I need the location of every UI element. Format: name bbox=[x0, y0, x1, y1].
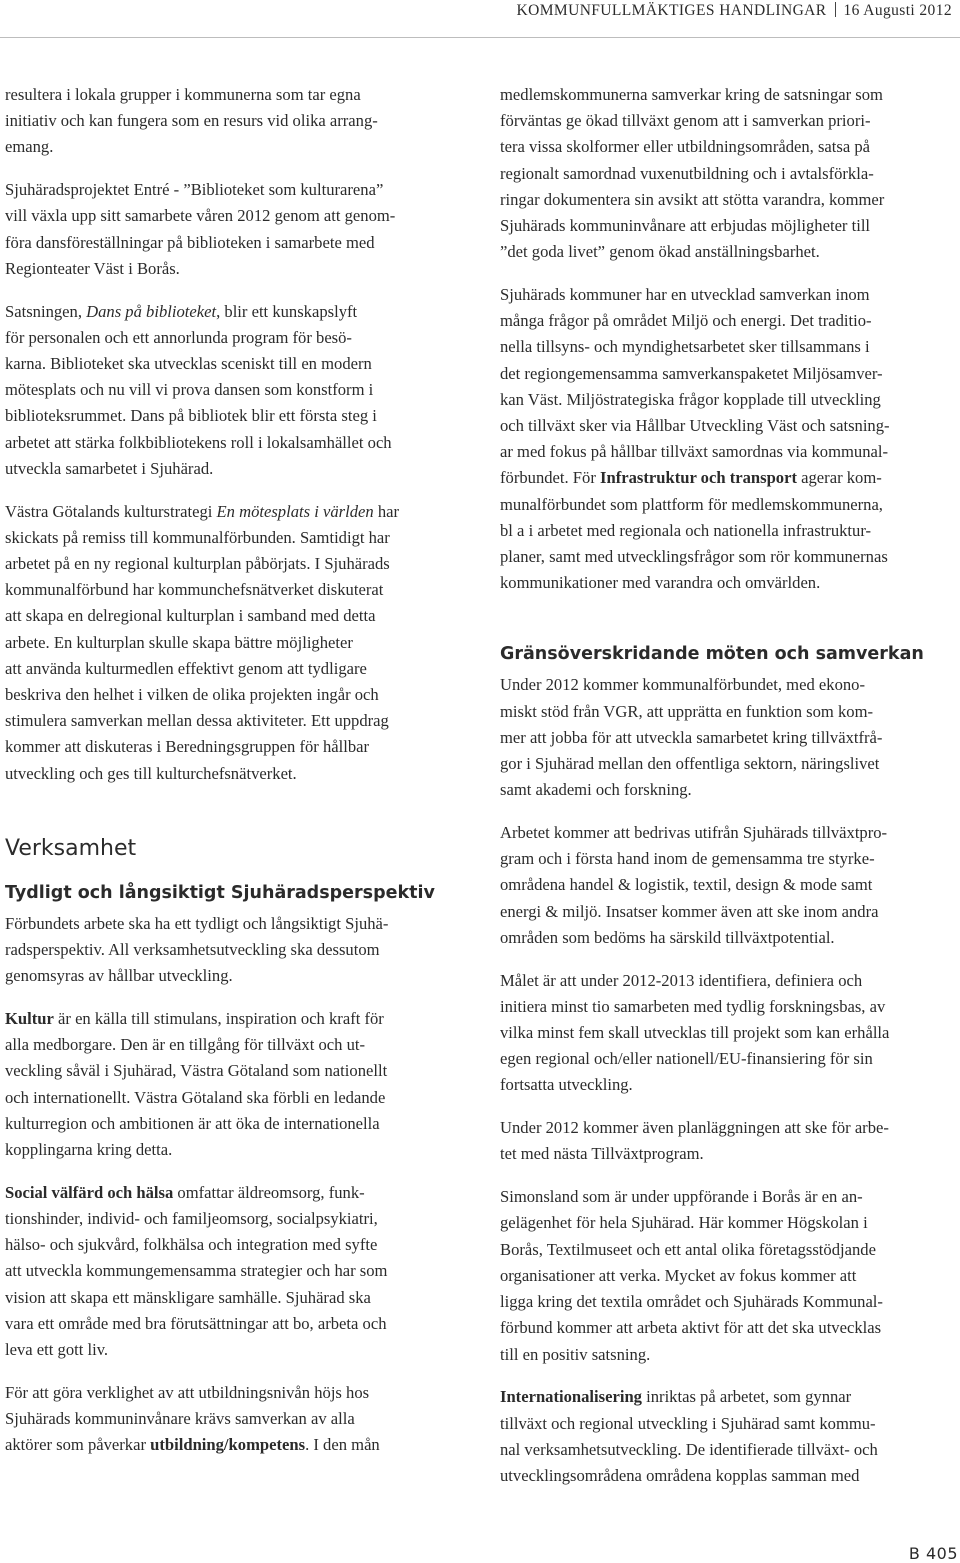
paragraph-line: miskt stöd från VGR, att upprätta en funktion som kom- bbox=[500, 701, 874, 721]
paragraph-line: Förbundets arbete ska ha ett tydligt och långsiktigt Sjuhä- bbox=[5, 913, 389, 933]
paragraph-line: Internationalisering inriktas på arbetet, som gynnar bbox=[500, 1387, 852, 1407]
paragraph-line: tera vissa skolformer eller utbildningsområden, satsa på bbox=[500, 137, 871, 157]
paragraph bbox=[500, 1184, 955, 1367]
bold-term: Infrastruktur och transport bbox=[600, 468, 797, 488]
paragraph bbox=[5, 1380, 460, 1459]
paragraph-line: för personalen och ett annorlunda program för besö- bbox=[5, 327, 352, 347]
italic-title: En mötesplats i världen bbox=[216, 501, 374, 521]
paragraph-line: tillväxt och regional utveckling i Sjuhärad samt kommu- bbox=[500, 1413, 876, 1433]
paragraph-line: förbundet. För Infrastruktur och transport agerar kom- bbox=[500, 468, 882, 488]
paragraph bbox=[5, 911, 460, 990]
paragraph-line: föra dansföreställningar på biblioteken i samarbete med bbox=[5, 232, 375, 252]
paragraph-line: förväntas ge ökad tillväxt genom att i samverkan priori- bbox=[500, 111, 871, 131]
paragraph bbox=[5, 299, 460, 482]
publication-name: KOMMUNFULLMÄKTIGES HANDLINGAR bbox=[516, 2, 827, 19]
paragraph-line: beskriva den helhet i vilken de olika projekten ingår och bbox=[5, 685, 379, 705]
running-header bbox=[517, 2, 952, 20]
header-rule bbox=[0, 37, 960, 38]
paragraph-line: kommer att diskuteras i Beredningsgruppen för hållbar bbox=[5, 737, 370, 757]
paragraph-line: Sjuhärads kommuner har en utvecklad samverkan inom bbox=[500, 285, 870, 305]
paragraph bbox=[5, 1180, 460, 1363]
paragraph bbox=[500, 672, 955, 803]
paragraph bbox=[5, 82, 460, 161]
page-number: B 405 bbox=[908, 1544, 958, 1563]
paragraph-line: utveckla samarbetet i Sjuhärad. bbox=[5, 458, 214, 478]
paragraph-line: nella tillsyns- och myndighetsarbetet sker tillsammans i bbox=[500, 337, 870, 357]
publication-date: 16 Augusti 2012 bbox=[843, 2, 952, 19]
paragraph-line: Sjuhäradsprojektet Entré - ”Biblioteket som kulturarena” bbox=[5, 180, 384, 200]
paragraph-line: Kultur är en källa till stimulans, inspiration och kraft för bbox=[5, 1009, 384, 1029]
paragraph-line: vara ett område med bra förutsättningar att bo, arbeta och bbox=[5, 1313, 387, 1333]
left-column bbox=[5, 82, 460, 1475]
paragraph bbox=[500, 820, 955, 951]
paragraph-line: Under 2012 kommer kommunalförbundet, med ekono- bbox=[500, 675, 865, 695]
section-heading: Verksamhet bbox=[5, 835, 137, 861]
paragraph-line: organisationer att verka. Mycket av fokus kommer att bbox=[500, 1265, 857, 1285]
paragraph-line: ar med fokus på hållbar tillväxt samordnas via kommunal- bbox=[500, 442, 889, 462]
paragraph-line: Västra Götalands kulturstrategi En mötesplats i världen har bbox=[5, 501, 400, 521]
paragraph-line: kommunalförbund har kommunchefsnätverket diskuterat bbox=[5, 580, 384, 600]
paragraph-line: bl a i arbetet med regionala och nationella infrastruktur- bbox=[500, 520, 872, 540]
paragraph-line: mer att jobba för att utveckla samarbetet kring tillväxtfrå- bbox=[500, 727, 883, 747]
paragraph bbox=[500, 1384, 955, 1489]
paragraph-line: alla medborgare. Den är en tillgång för tillväxt och ut- bbox=[5, 1035, 366, 1055]
paragraph bbox=[5, 1006, 460, 1163]
bold-term: Kultur bbox=[5, 1009, 54, 1029]
paragraph-line: till en positiv satsning. bbox=[500, 1344, 651, 1364]
paragraph-line: emang. bbox=[5, 137, 54, 157]
paragraph-line: Under 2012 kommer även planläggningen att ske för arbe- bbox=[500, 1118, 889, 1138]
paragraph-line: biblioteksrummet. Dans på bibliotek blir ett första steg i bbox=[5, 406, 377, 426]
paragraph-line: områden som bedöms ha särskild tillväxtpotential. bbox=[500, 927, 835, 947]
bold-term: utbildning/kompetens bbox=[150, 1435, 306, 1455]
paragraph-line: För att göra verklighet av att utbildningsnivån höjs hos bbox=[5, 1382, 370, 1402]
paragraph-line: stimulera samverkan mellan dessa aktiviteter. Ett uppdrag bbox=[5, 711, 389, 731]
paragraph-line: initiativ och kan fungera som en resurs vid olika arrang- bbox=[5, 111, 378, 131]
paragraph-line: arbetet att stärka folkbibliotekens roll i lokalsamhället och bbox=[5, 432, 392, 452]
paragraph-line: och internationellt. Västra Götaland ska förbli en ledande bbox=[5, 1087, 386, 1107]
paragraph-line: energi & miljö. Insatser kommer även att ske inom andra bbox=[500, 901, 879, 921]
paragraph-line: kommunikationer med varandra och omvärlden. bbox=[500, 573, 821, 593]
paragraph-line: Simonsland som är under uppförande i Borås är en an- bbox=[500, 1187, 863, 1207]
paragraph-line: vision att skapa ett mänskligare samhälle. Sjuhärad ska bbox=[5, 1287, 371, 1307]
paragraph-line: genomsyras av hållbar utveckling. bbox=[5, 966, 233, 986]
paragraph-line: det regiongemensamma samverkanspaketet Miljösamver- bbox=[500, 363, 883, 383]
paragraph-line: skickats på remiss till kommunalförbunden. Samtidigt har bbox=[5, 527, 390, 547]
paragraph bbox=[500, 1115, 955, 1167]
paragraph-line: Sjuhärads kommuninvånare att erbjudas möjligheter till bbox=[500, 216, 871, 236]
paragraph bbox=[5, 177, 460, 282]
paragraph-line: utveckling och ges till kulturchefsnätverket. bbox=[5, 763, 297, 783]
paragraph-line: Borås, Textilmuseet och ett antal olika företagsstödjande bbox=[500, 1239, 876, 1259]
paragraph-line: Satsningen, Dans på biblioteket, blir ett kunskapslyft bbox=[5, 301, 358, 321]
paragraph-line: arbete. En kulturplan skulle skapa bättre möjligheter bbox=[5, 632, 353, 652]
paragraph-line: Regionteater Väst i Borås. bbox=[5, 258, 180, 278]
paragraph-line: radsperspektiv. All verksamhetsutveckling ska dessutom bbox=[5, 940, 380, 960]
paragraph-line: tet med nästa Tillväxtprogram. bbox=[500, 1144, 704, 1164]
paragraph-line: gor i Sjuhärad mellan den offentliga sektorn, näringslivet bbox=[500, 754, 880, 774]
paragraph-line: ringar dokumentera sin avsikt att stötta varandra, kommer bbox=[500, 189, 885, 209]
paragraph-line: tionshinder, individ- och familjeomsorg, socialpsykiatri, bbox=[5, 1209, 378, 1229]
paragraph-line: ”det goda livet” genom ökad anställningsbarhet. bbox=[500, 242, 820, 262]
paragraph-line: planer, samt med utvecklingsfrågor som rör kommunernas bbox=[500, 547, 888, 567]
paragraph-line: kulturregion och ambitionen är att öka de internationella bbox=[5, 1113, 380, 1133]
paragraph-line: veckling såväl i Sjuhärad, Västra Götaland som nationellt bbox=[5, 1061, 388, 1081]
paragraph-line: nal verksamhetsutveckling. De identifierade tillväxt- och bbox=[500, 1439, 878, 1459]
paragraph-line: medlemskommunerna samverkar kring de satsningar som bbox=[500, 85, 883, 104]
paragraph-line: Målet är att under 2012-2013 identifiera, definiera och bbox=[500, 970, 863, 990]
paragraph-line: egen regional och/eller nationell/EU-finansiering för sin bbox=[500, 1049, 873, 1069]
paragraph-line: Social välfärd och hälsa omfattar äldreomsorg, funk- bbox=[5, 1182, 365, 1202]
paragraph bbox=[500, 968, 955, 1099]
paragraph-line: aktörer som påverkar utbildning/kompetens. I den mån bbox=[5, 1435, 380, 1455]
paragraph-line: resultera i lokala grupper i kommunerna som tar egna bbox=[5, 85, 361, 104]
paragraph-line: mötesplats och nu vill vi prova dansen som konstform i bbox=[5, 380, 374, 400]
paragraph-line: utvecklingsområdena områdena kopplas samman med bbox=[500, 1465, 860, 1485]
paragraph-line: hälso- och sjukvård, folkhälsa och integration med syfte bbox=[5, 1235, 378, 1255]
paragraph-line: leva ett gott liv. bbox=[5, 1340, 109, 1360]
header-divider bbox=[835, 2, 836, 17]
paragraph-line: och tillväxt sker via Hållbar Utveckling Väst och satsning- bbox=[500, 416, 890, 436]
paragraph-line: att skapa en delregional kulturplan i samband med detta bbox=[5, 606, 376, 626]
paragraph-line: gelägenhet för hela Sjuhärad. Här kommer Högskolan i bbox=[500, 1213, 868, 1233]
paragraph-line: munalförbundet som plattform för medlemskommunerna, bbox=[500, 494, 883, 514]
right-column bbox=[500, 82, 955, 1506]
paragraph-line: karna. Biblioteket ska utvecklas sceniskt till en modern bbox=[5, 354, 372, 374]
subsection-heading: Gränsöverskridande möten och samverkan bbox=[500, 644, 924, 665]
bold-term: Internationalisering bbox=[500, 1387, 642, 1407]
bold-term: Social välfärd och hälsa bbox=[5, 1182, 174, 1202]
paragraph bbox=[500, 282, 955, 596]
paragraph-line: områdena handel & logistik, textil, design & mode samt bbox=[500, 875, 873, 895]
paragraph-line: initiera minst tio samarbeten med tydlig forskningsbas, av bbox=[500, 996, 886, 1016]
paragraph-line: förbund kommer att arbeta aktivt för att det ska utvecklas bbox=[500, 1318, 882, 1338]
paragraph-line: regionalt samordnad vuxenutbildning och i avtalsförkla- bbox=[500, 163, 874, 183]
subsection-heading: Tydligt och långsiktigt Sjuhäradsperspektiv bbox=[5, 882, 435, 903]
paragraph-line: Arbetet kommer att bedrivas utifrån Sjuhärads tillväxtpro- bbox=[500, 823, 888, 843]
paragraph-line: kan Väst. Miljöstrategiska frågor kopplade till utveckling bbox=[500, 389, 881, 409]
paragraph-line: ligga kring det textila området och Sjuhärads Kommunal- bbox=[500, 1292, 883, 1312]
paragraph-line: många frågor på området Miljö och energi. Det traditio- bbox=[500, 311, 872, 331]
paragraph-line: arbetet på en ny regional kulturplan påbörjats. I Sjuhärads bbox=[5, 554, 390, 574]
paragraph-line: samt akademi och forskning. bbox=[500, 780, 692, 800]
paragraph-line: Sjuhärads kommuninvånare krävs samverkan av alla bbox=[5, 1409, 355, 1429]
paragraph-line: vilka minst fem skall utvecklas till projekt som kan erhålla bbox=[500, 1023, 890, 1043]
paragraph-line: att använda kulturmedlen effektivt genom att tydligare bbox=[5, 658, 367, 678]
paragraph-line: gram och i första hand inom de gemensamma tre styrke- bbox=[500, 849, 875, 869]
paragraph-line: vill växla upp sitt samarbete våren 2012 genom att genom- bbox=[5, 206, 396, 226]
page-header bbox=[0, 0, 960, 38]
italic-title: Dans på biblioteket bbox=[86, 301, 217, 321]
paragraph bbox=[5, 499, 460, 787]
paragraph-line: att utveckla kommungemensamma strategier och har som bbox=[5, 1261, 388, 1281]
paragraph bbox=[500, 82, 955, 265]
paragraph-line: kopplingarna kring detta. bbox=[5, 1140, 173, 1160]
paragraph-line: fortsatta utveckling. bbox=[500, 1075, 633, 1095]
